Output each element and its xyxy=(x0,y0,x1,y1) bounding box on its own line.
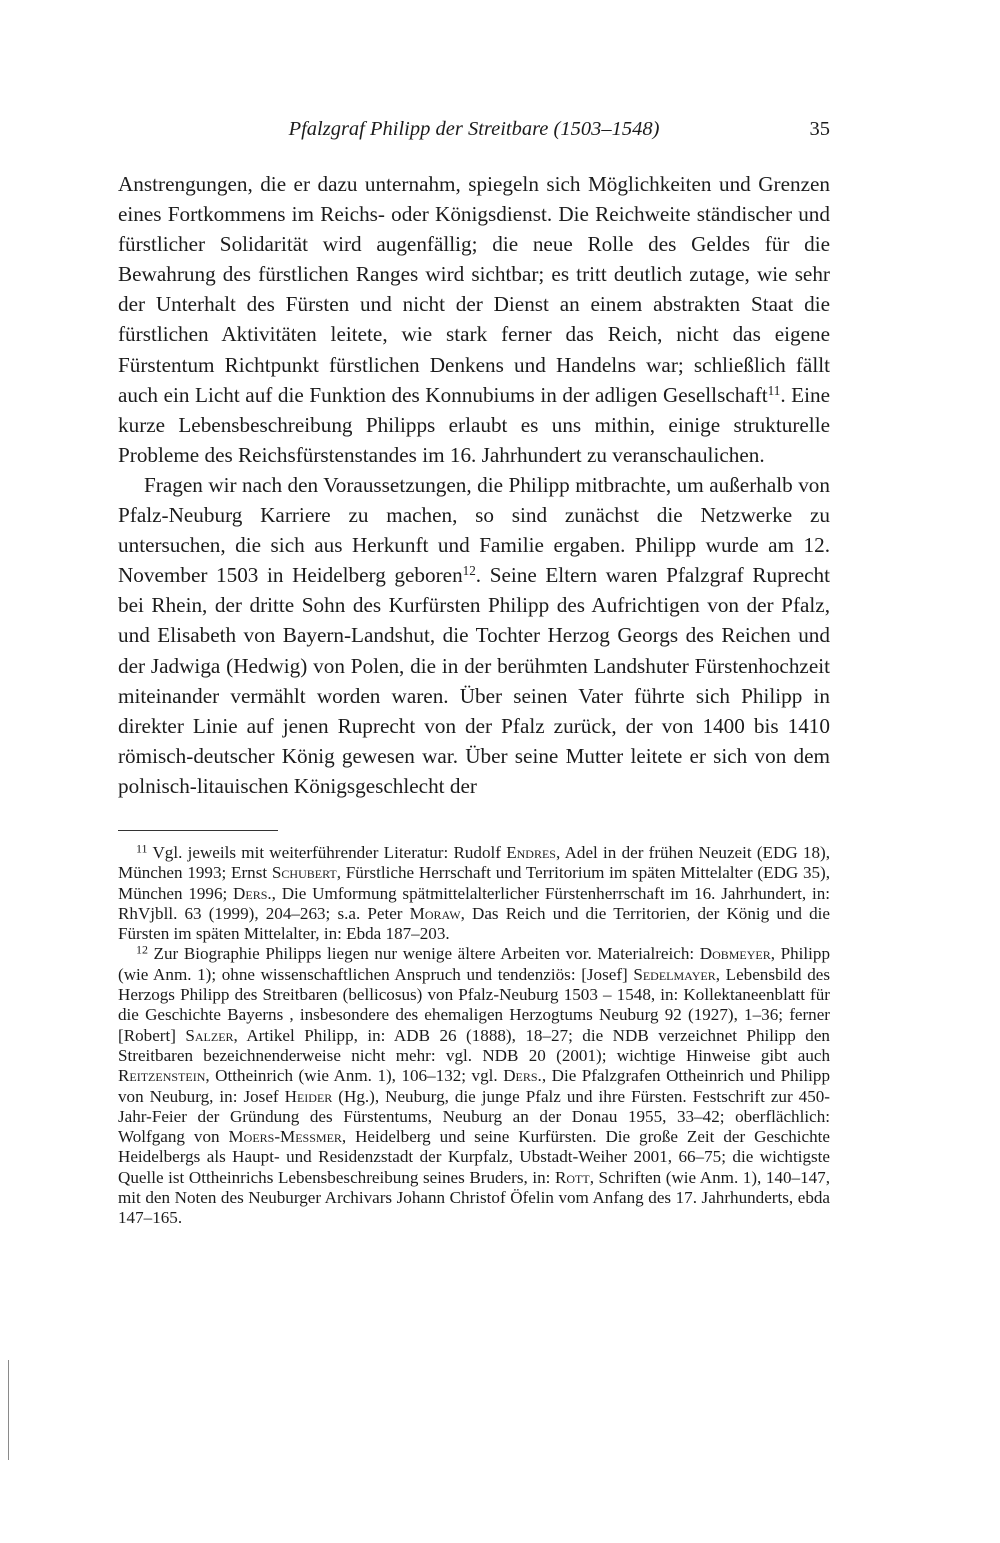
footnote-number: 11 xyxy=(136,841,148,856)
paragraph-text: . Seine Eltern waren Pfalzgraf Ruprecht bei Rhein, der dritte Sohn des Kurfürsten Philipp des Aufrichtigen von der Pfalz, und Elisabeth von Bayern-Landshut, die Tochter Herzog Georgs des Reichen und der Jadwiga (Hedwig) von Polen, die in der berühmten Landshuter Fürstenhochzeit miteinander vermählt worden waren. Über seinen Vater führte sich Philipp in direkter Linie auf jenen Ruprecht von der Pfalz zurück, der von 1400 bis 1410 römisch-deutscher König gewesen war. Über seine Mutter leitete er sich von dem polnisch-litauischen Königsgeschlecht der xyxy=(118,563,831,798)
footnote-11 xyxy=(118,843,830,944)
author-name: Rott xyxy=(554,1167,590,1187)
footnote-text: , Fürstliche Herrschaft und Territorium im späten Mittelalter (EDG 35), München 1996; xyxy=(118,863,830,903)
footnote-text: Zur Biographie Philipps liegen nur wenige ältere Arbeiten vor. Materialreich: xyxy=(147,944,700,964)
paragraph-2 xyxy=(118,470,830,801)
footnote-text: Vgl. jeweils mit weiterführender Literatur: Rudolf xyxy=(147,843,507,862)
author-name: Sedelmayer xyxy=(633,964,716,984)
paragraph-text: . Eine kurze Lebensbeschreibung Philipps erlaubt es uns mithin, einige strukturelle Probleme des Reichsfürstenstandes im 16. Jahrhundert zu veranschaulichen. xyxy=(118,382,831,467)
author-name: Moers-Messmer xyxy=(228,1127,342,1147)
footnote-text: , Das Reich und die Territorien, der König und die Fürsten im späten Mittelalter, in: Ebda 187–203. xyxy=(118,903,830,944)
author-name: Ders. xyxy=(233,883,272,903)
author-name: Endres xyxy=(506,843,556,862)
footnote-text: , Lebensbild des Herzogs Philipp des Streitbaren (bellicosus) von Pfalz-Neuburg 1503 – 1548, in: Kollektaneenblatt für die Geschichte Bayerns , insbesondere des ehemaligen Herzogtums Neuburg 92 (1927), 1–36; ferner [Robert] xyxy=(118,964,830,1045)
footnote-text: , Adel in der frühen Neuzeit (EDG 18), München 1993; Ernst xyxy=(118,843,830,883)
footnote-12 xyxy=(118,944,830,1228)
author-name: Salzer xyxy=(185,1025,234,1045)
footnote-text: , Ottheinrich (wie Anm. 1), 106–132; vgl. xyxy=(205,1066,504,1086)
paragraph-1 xyxy=(118,169,830,470)
footnote-text: , Heidelberg und seine Kurfürsten. Die große Zeit der Geschichte Heidelbergs als Haupt- und Residenzstadt der Kurpfalz, Ubstadt-Weiher 2001, 66–75; die wichtigste Quelle ist Ottheinrichs Lebensbeschreibung seines Bruders, in: xyxy=(118,1127,830,1187)
running-header xyxy=(118,118,830,146)
paragraph-text: Fragen wir nach den Voraussetzungen, die Philipp mitbrachte, um außerhalb von Pfalz-Neuburg Karriere zu machen, so sind zunächst die Netzwerke zu untersuchen, die sich aus Herkunft und Familie ergaben. Philipp wurde am 12. November 1503 in Heidelberg geboren xyxy=(118,472,830,588)
footnotes xyxy=(118,843,830,1229)
main-text xyxy=(118,169,830,801)
running-title: Pfalzgraf Philipp der Streitbare (1503–1548) xyxy=(288,118,660,140)
author-name: Heider xyxy=(284,1086,333,1106)
footnote-text: , Artikel Philipp, in: ADB 26 (1888), 18–27; die NDB verzeichnet Philipp den Streitbaren bezeichnenderweise nicht mehr: vgl. NDB 20 (2001); wichtige Hinweise gibt auch xyxy=(118,1025,830,1065)
author-name: Moraw xyxy=(409,903,461,923)
paragraph-text: Anstrengungen, die er dazu unternahm, spiegeln sich Möglichkeiten und Grenzen eines Fortkommens im Reichs- oder Königsdienst. Die Reichweite ständischer und fürstlicher Solidarität wird augenfällig; die neue Rolle des Geldes für die Bewahrung des fürstlichen Ranges wird sichtbar; es tritt deutlich zutage, wie sehr der Unterhalt des Fürsten und nicht der Dienst an einem abstrakten Staat die fürstlichen Aktivitäten leitete, wie stark ferner das Reich, nicht das eigene Fürstentum Richtpunkt fürstlichen Denkens und Handelns war; schließlich fällt auch ein Licht auf die Funktion des Konnubiums in der adligen Gesellschaft xyxy=(118,172,830,407)
author-name: Ders. xyxy=(503,1066,542,1086)
footnote-text: , Philipp (wie Anm. 1); ohne wissenschaftlichen Anspruch und tendenziös: [Josef] xyxy=(118,944,831,984)
footnote-reference-12[interactable]: 12 xyxy=(462,563,476,578)
footnote-text: , Die Umformung spätmittelalterlicher Fürstenherrschaft im 16. Jahrhundert, in: RhVjbll. 63 (1999), 204–263; s.a. Peter xyxy=(118,883,830,923)
author-name: Schubert xyxy=(271,863,337,883)
footnote-reference-11[interactable]: 11 xyxy=(767,382,781,398)
footnote-text: , Die Pfalzgrafen Ottheinrich und Philipp von Neuburg, in: Josef xyxy=(118,1066,830,1106)
footnote-separator xyxy=(118,830,278,831)
footnote-text: (Hg.), Neuburg, die junge Pfalz und ihre Fürsten. Festschrift zur 450-Jahr-Feier der Gründung des Fürstentums, Neuburg an der Donau 1955, 33–42; oberflächlich: Wolfgang von xyxy=(118,1086,830,1147)
footnote-text: , Schriften (wie Anm. 1), 140–147, mit den Noten des Neuburger Archivars Johann Christof Öfelin vom Anfang des 17. Jahrhunderts, ebda 147–165. xyxy=(118,1167,830,1228)
footnote-number: 12 xyxy=(136,943,148,958)
author-name: Dobmeyer xyxy=(699,944,771,964)
page-number: 35 xyxy=(809,118,830,140)
scan-margin-line xyxy=(8,1360,9,1460)
author-name: Reitzenstein xyxy=(118,1066,206,1086)
